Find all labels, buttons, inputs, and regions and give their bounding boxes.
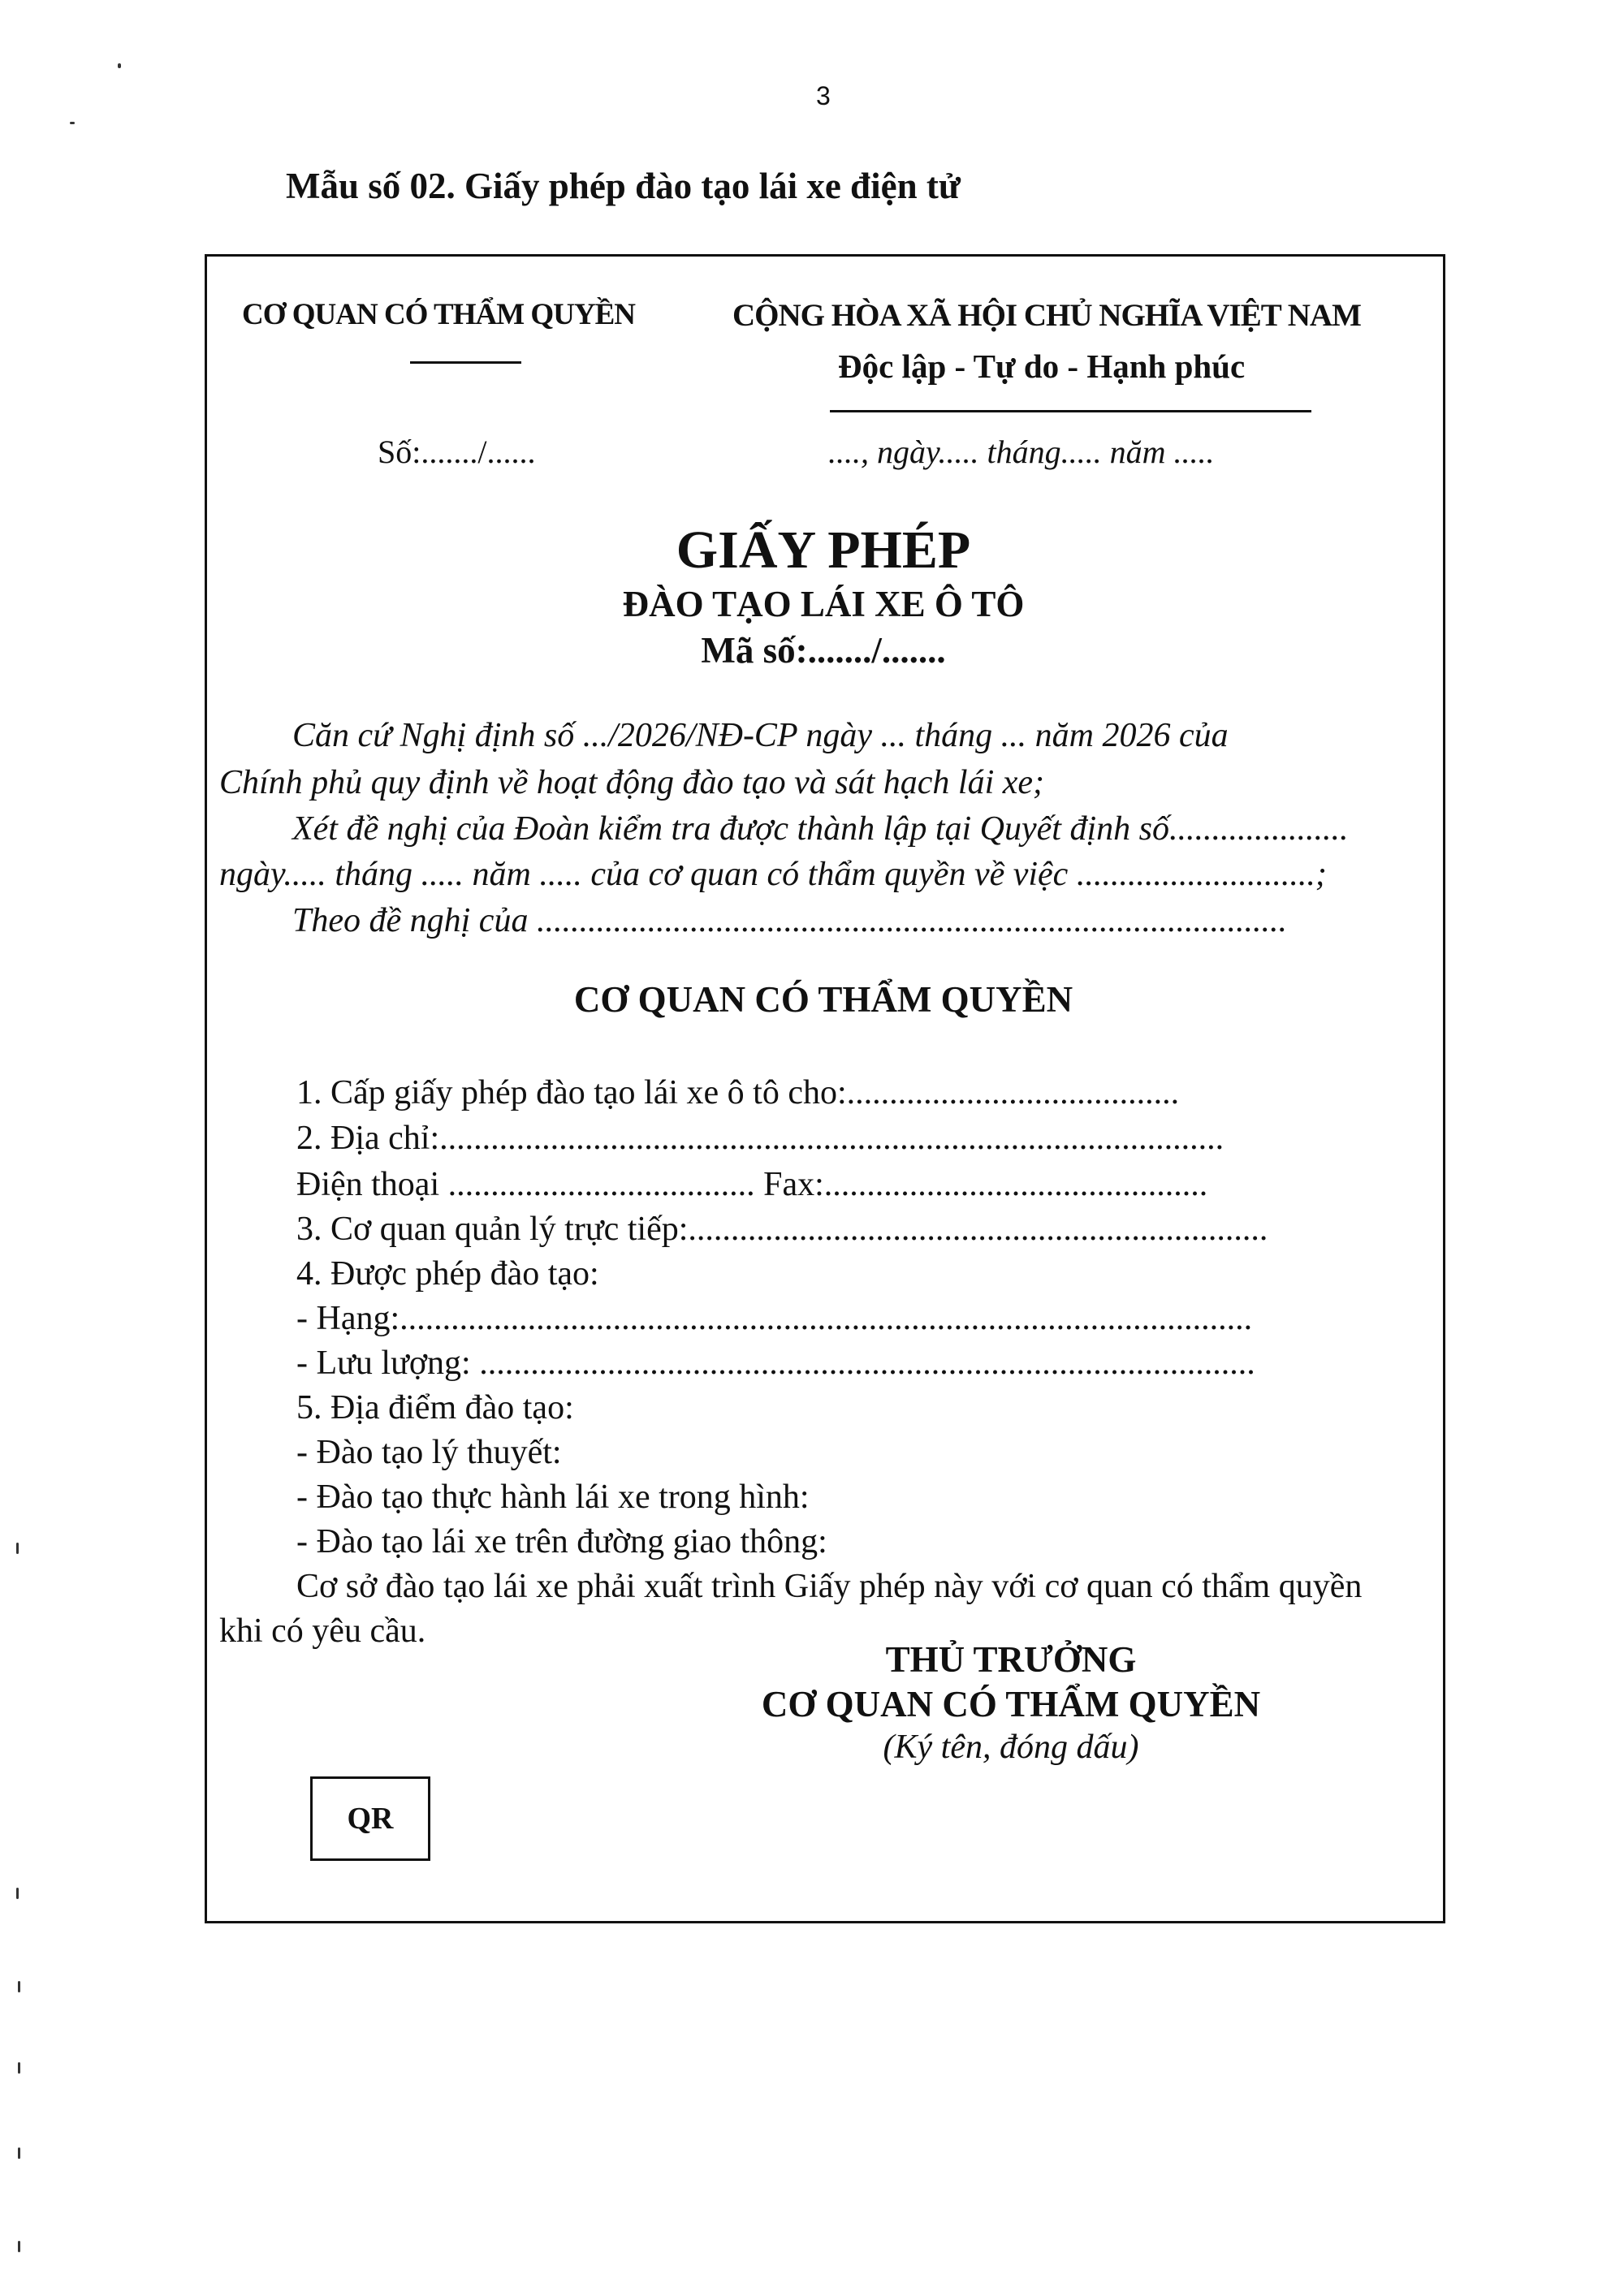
scan-speck [18, 2147, 20, 2159]
preamble-line: Theo đề nghị của ........................................................................................ [292, 902, 1287, 939]
form-item: Cơ sở đào tạo lái xe phải xuất trình Giấy phép này với cơ quan có thẩm quyền [296, 1568, 1363, 1605]
scan-speck [18, 2241, 20, 2252]
preamble-line: Chính phủ quy định về hoạt động đào tạo và sát hạch lái xe; [219, 764, 1045, 801]
form-item: 2. Địa chỉ:............................................................................................ [296, 1120, 1224, 1157]
issuing-agency: CƠ QUAN CÓ THẨM QUYỀN [242, 298, 635, 331]
motto-underline [830, 410, 1311, 412]
form-item: 5. Địa điểm đào tạo: [296, 1389, 574, 1427]
form-item: 4. Được phép đào tạo: [296, 1255, 599, 1293]
scan-speck [16, 1543, 19, 1554]
form-item: - Đào tạo lái xe trên đường giao thông: [296, 1523, 827, 1560]
preamble-line: Căn cứ Nghị định số .../2026/NĐ-CP ngày ... tháng ... năm 2026 của [292, 717, 1229, 754]
section-heading: CƠ QUAN CÓ THẨM QUYỀN [573, 979, 1073, 1020]
document-date: ...., ngày..... tháng..... năm ..... [828, 434, 1215, 470]
qr-code-box [310, 1776, 430, 1861]
document-title: GIẤY PHÉP [676, 520, 971, 580]
agency-underline [410, 361, 521, 364]
form-item: 3. Cơ quan quản lý trực tiếp:.................................................................... [296, 1211, 1268, 1248]
preamble-line: ngày..... tháng ..... năm ..... của cơ quan có thẩm quyền về việc ............................; [219, 856, 1327, 893]
qr-label: QR [347, 1802, 394, 1836]
form-title: Mẫu số 02. Giấy phép đào tạo lái xe điện tử [286, 166, 961, 206]
signer-agency: CƠ QUAN CÓ THẨM QUYỀN [761, 1684, 1261, 1724]
document-number: Số:......./...... [378, 434, 536, 470]
form-item: - Hạng:.................................................................................................... [296, 1300, 1253, 1337]
form-item: khi có yêu cầu. [219, 1612, 426, 1650]
form-item: - Đào tạo thực hành lái xe trong hình: [296, 1478, 810, 1516]
signature-note: (Ký tên, đóng dấu) [883, 1729, 1139, 1766]
scan-speck [70, 122, 75, 124]
national-motto: Độc lập - Tự do - Hạnh phúc [838, 347, 1246, 385]
national-title: CỘNG HÒA XÃ HỘI CHỦ NGHĨA VIỆT NAM [732, 298, 1361, 333]
form-item: Điện thoại .................................... Fax:............................................. [296, 1166, 1208, 1203]
form-item: 1. Cấp giấy phép đào tạo lái xe ô tô cho:....................................... [296, 1074, 1180, 1111]
signer-title: THỦ TRƯỞNG [885, 1639, 1137, 1680]
form-item: - Đào tạo lý thuyết: [296, 1434, 562, 1471]
scan-speck [118, 63, 121, 68]
page-number: 3 [816, 81, 831, 110]
form-item: - Lưu lượng: ........................................................................................... [296, 1345, 1255, 1382]
document-subtitle: ĐÀO TẠO LÁI XE Ô TÔ [622, 584, 1025, 624]
scan-speck [18, 2062, 20, 2074]
document-code: Mã số:......./....... [701, 630, 946, 671]
preamble-line: Xét đề nghị của Đoàn kiểm tra được thành lập tại Quyết định số..................... [292, 810, 1349, 848]
scan-speck [18, 1981, 20, 1992]
scan-speck [16, 1888, 19, 1899]
